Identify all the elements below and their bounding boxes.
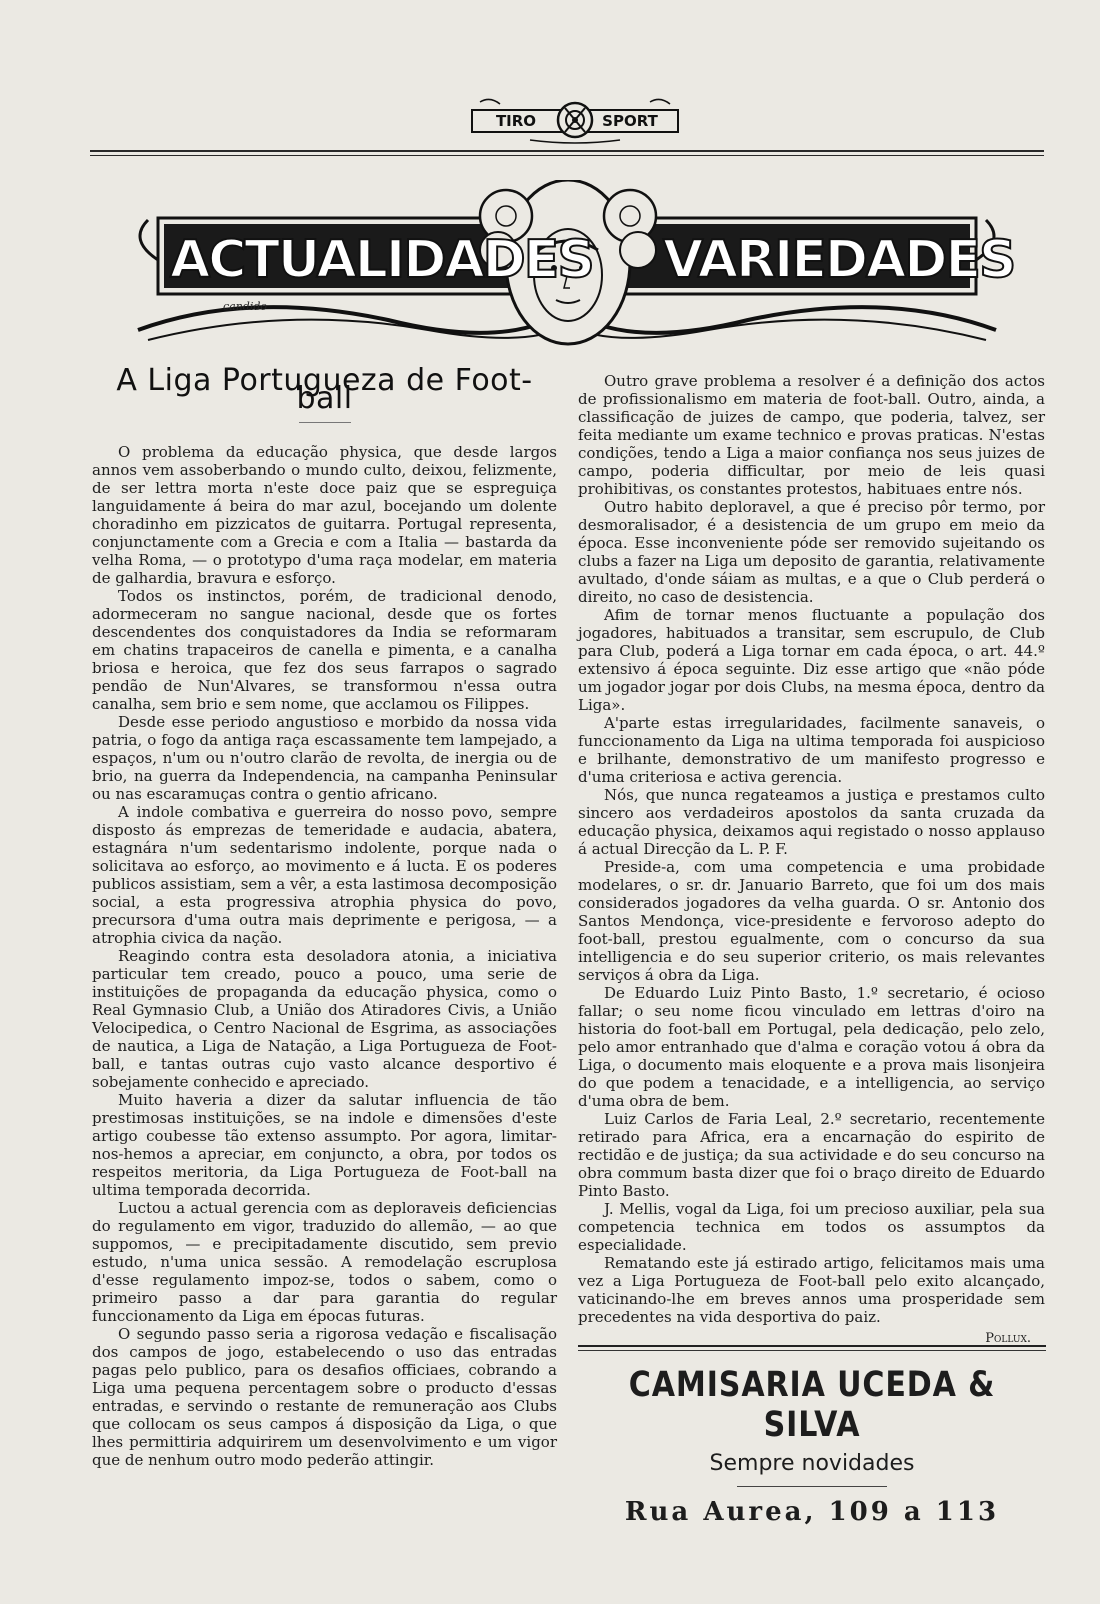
ad-address: Rua Aurea, 109 a 113 xyxy=(624,1497,1000,1527)
article-paragraph: J. Mellis, vogal da Liga, foi um precioso auxiliar, pela sua competencia technica em todos os assumptos da especialidade. xyxy=(578,1200,1045,1254)
article-paragraph: O problema da educação physica, que desde largos annos vem assoberbando o mundo culto, deixou, felizmente, de ser lettra morta n'este doce paiz que se espreguiça languidamente á beira do mar azul, bocejando um dolente choradinho em pizzicatos de guitarra. Portugal representa, conjunctamente com a Grecia e com a Italia — bastarda da velha Roma, — o prototypo d'uma raça modelar, em materia de galhardia, bravura e esforço. xyxy=(92,443,557,587)
article-paragraph: Todos os instinctos, porém, de tradicional denodo, adormeceram no sangue nacional, desde que os fortes descendentes dos conquistadores da India se reformaram em chatins trapaceiros de canella e pimenta, e a canalha briosa e heroica, que fez dos seus farrapos o sagrado pendão de Nun'Alvares, se transformou n'essa outra canalha, sem brio e sem nome, que acclamou os Filippes. xyxy=(92,587,557,713)
right-paragraphs xyxy=(578,372,1045,1326)
article-paragraph: Muito haveria a dizer da salutar influencia de tão prestimosas instituições, se na indole e dimensões d'este artigo coubesse tão extenso assumpto. Por agora, limitar-nos-hemos a apreciar, em conjuncto, a obra, por todos os respeitos meritoria, da Liga Portugueza de Foot-ball na ultima temporada decorrida. xyxy=(92,1091,557,1199)
ad-business-name: CAMISARIA UCEDA & SILVA xyxy=(628,1365,996,1445)
left-paragraphs xyxy=(92,443,557,1469)
article-title: A Liga Portugueza de Foot-ball xyxy=(116,363,533,416)
title-divider xyxy=(299,422,351,423)
article-paragraph: Outro grave problema a resolver é a definição dos actos de profissionalismo em materia de foot-ball. Outro, ainda, a classificação de juizes de campo, que poderia, talvez, ser feita mediante um exame technico e provas praticas. N'estas condições, tendo a Liga a maior confiança nos seus juizes de campo, poderia difficultar, por meio de leis quasi prohibitivas, os constantes protestos, habituaes entre nós. xyxy=(578,372,1045,498)
logo-ornament-icon xyxy=(470,96,680,144)
article-paragraph: O segundo passo seria a rigorosa vedação e fiscalisação dos campos de jogo, estabelecendo o uso das entradas pagas pelo publico, para os desafios officiaes, cobrando a Liga uma pequena percentagem sobre o producto d'essas entradas, e servindo o restante de remuneração aos Clubs que collocam os seus campos á disposição da Liga, o que lhes permittiria adquirirem um desenvolvimento e um vigor que de nenhum outro modo pederão attingir. xyxy=(92,1325,557,1469)
artist-signature: candido xyxy=(223,300,268,313)
ad-top-rule xyxy=(578,1345,1046,1347)
article-paragraph: Preside-a, com uma competencia e uma probidade modelares, o sr. dr. Januario Barreto, que foi um dos mais considerados jogadores da velha guarda. O sr. Antonio dos Santos Mendonça, vice-presidente e fervoroso adepto do foot-ball, prestou egualmente, com o concurso da sua intelligencia e do seu superior criterio, os mais relevantes serviços á obra da Liga. xyxy=(578,858,1045,984)
article-paragraph: Desde esse periodo angustioso e morbido da nossa vida patria, o fogo da antiga raça escassamente tem lampejado, a espaços, n'um ou n'outro clarão de revolta, de inergia ou de brio, na guerra da Independencia, na campanha Peninsular ou nas escaramuças contra o gentio africano. xyxy=(92,713,557,803)
left-column xyxy=(92,363,557,1469)
masthead-logo xyxy=(470,96,680,144)
article-paragraph: A indole combativa e guerreira do nosso povo, sempre disposto ás emprezas de temeridade e audacia, abatera, estagnára n'um sedentarismo indolente, porque nada o solicitava ao esforço, ao movimento e á lucta. E os poderes publicos assistiam, sem a vêr, a esta lastimosa decomposição social, a esta progressiva atrophia physica do povo, precursora d'uma outra mais deprimente e perigosa, — a atrophia civica da nação. xyxy=(92,803,557,947)
article-paragraph: Nós, que nunca regateamos a justiça e prestamos culto sincero aos verdadeiros apostolos da santa cruzada da educação physica, deixamos aqui registado o nosso applauso á actual Direcção da L. P. F. xyxy=(578,786,1045,858)
article-paragraph: De Eduardo Luiz Pinto Basto, 1.º secretario, é ocioso fallar; o seu nome ficou vinculado em lettras d'oiro na historia do foot-ball em Portugal, pela dedicação, pelo zelo, pelo amor entranhado que d'alma e coração votou á obra da Liga, o documento mais eloquente e a prova mais lisonjeira do que podem a tenacidade, e a intelligencia, ao serviço d'uma obra de bem. xyxy=(578,984,1045,1110)
author-signature: Pollux. xyxy=(985,1331,1031,1346)
article-paragraph: Reagindo contra esta desoladora atonia, a iniciativa particular tem creado, pouco a pouco, uma serie de instituições de propaganda da educação physica, como o Real Gymnasio Club, a União dos Atiradores Civis, a União Velocipedica, o Centro Nacional de Esgrima, as associações de nautica, a Liga de Natação, a Liga Portugueza de Foot-ball, e tantas outras cujo vasto alcance desportivo é sobejamente conhecido e apreciado. xyxy=(92,947,557,1091)
masthead-left-text: TIRO xyxy=(495,112,537,130)
ad-separator xyxy=(737,1486,887,1487)
banner-right-word: VARIEDADES xyxy=(663,230,1015,290)
article-paragraph: A'parte estas irregularidades, facilmente sanaveis, o funccionamento da Liga na ultima temporada foi auspicioso e brilhante, demonstrativo de um manifesto progresso e d'uma criteriosa e activa gerencia. xyxy=(578,714,1045,786)
header-rule xyxy=(90,150,1044,152)
ad-tagline: Sempre novidades xyxy=(709,1451,915,1476)
right-column xyxy=(578,372,1045,1348)
article-paragraph: Afim de tornar menos fluctuante a população dos jogadores, habituados a transitar, sem escrupulo, de Club para Club, poderá a Liga tornar em cada época, o art. 44.º extensivo á época seguinte. Diz esse artigo que «não póde um jogador jogar por dois Clubs, na mesma época, dentro da Liga». xyxy=(578,606,1045,714)
article-paragraph: Luctou a actual gerencia com as deploraveis deficiencias do regulamento em vigor, traduzido do allemão, — ao que suppomos, — e precipitadamente discutido, sem previo estudo, n'uma unica sessão. A remodelação escruplosa d'esse regulamento impoz-se, todos o sabem, como o primeiro passo a dar para garantia do regular funccionamento da Liga em épocas futuras. xyxy=(92,1199,557,1325)
header-rule-thin xyxy=(90,155,1044,156)
article-paragraph: Outro habito deploravel, a que é preciso pôr termo, por desmoralisador, é a desistencia de um grupo em meio da época. Esse inconveniente póde ser removido sujeitando os clubs a fazer na Liga um deposito de garantia, relativamente avultado, d'onde sáiam as multas, e a que o Club perderá o direito, no caso de desistencia. xyxy=(578,498,1045,606)
article-paragraph: Luiz Carlos de Faria Leal, 2.º secretario, recentemente retirado para Africa, era a encarnação do espirito de rectidão e de justiça; da sua actividade e do seu concurso na obra commum basta dizer que foi o braço direito de Eduardo Pinto Basto. xyxy=(578,1110,1045,1200)
ad-top-rule-thin xyxy=(578,1350,1046,1351)
advertisement xyxy=(578,1345,1046,1527)
article-paragraph: Rematando este já estirado artigo, felicitamos mais uma vez a Liga Portugueza de Foot-ball pelo exito alcançado, vaticinando-lhe em breves annos uma prosperidade sem precedentes na vida desportiva do paiz. xyxy=(578,1254,1045,1326)
banner-left-word: ACTUALIDADES xyxy=(170,230,593,290)
section-banner xyxy=(128,180,1015,355)
masthead-right-text: SPORT xyxy=(602,112,658,130)
